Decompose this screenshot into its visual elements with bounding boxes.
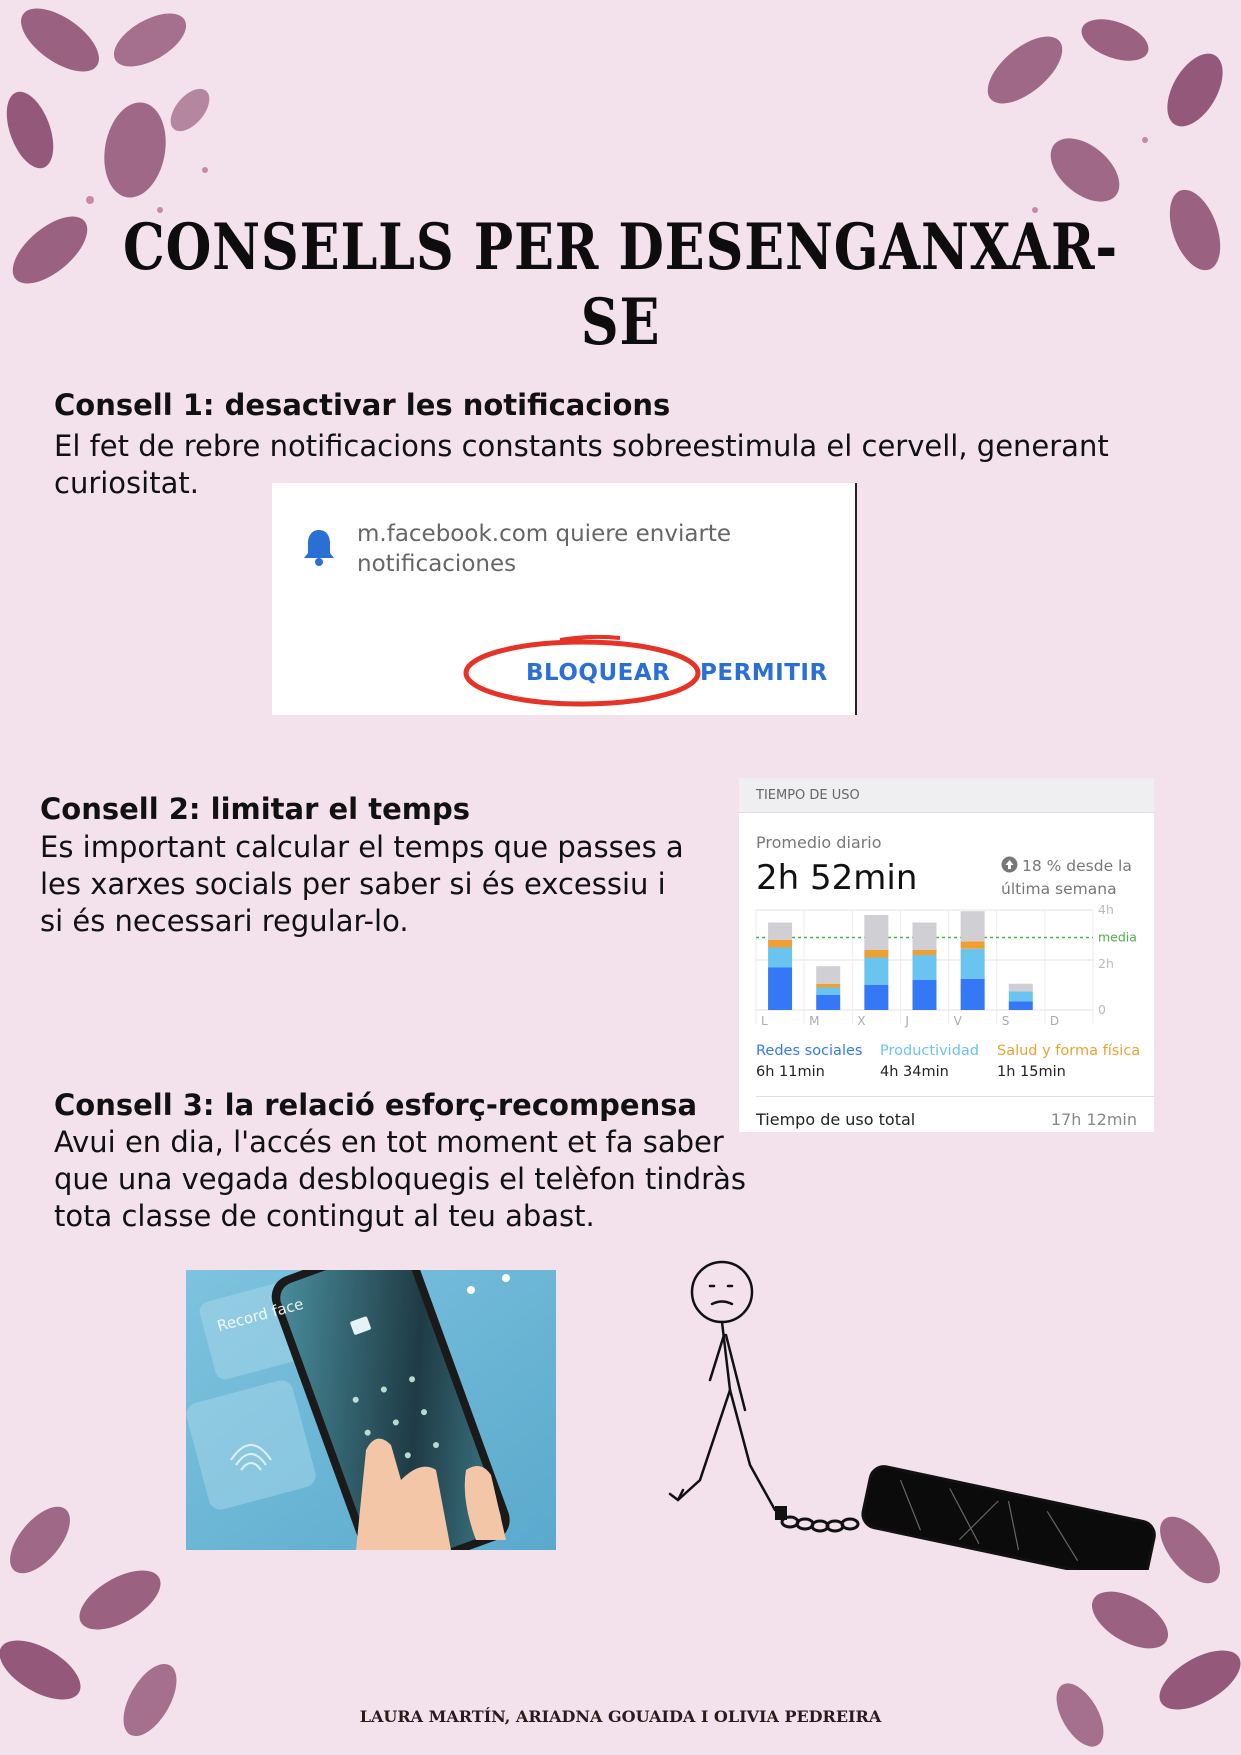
bar-segment-M	[816, 995, 840, 1010]
daily-average-value: 2h 52min	[756, 858, 918, 898]
x-tick-label: X	[857, 1014, 866, 1028]
bar-segment-V	[961, 911, 985, 941]
bar-segment-S	[1009, 1001, 1033, 1010]
y-tick-label: 4h	[1098, 902, 1114, 917]
x-tick-label: J	[905, 1014, 909, 1028]
daily-average-label: Promedio diario	[756, 833, 882, 852]
tip-3-line: tota classe de contingut al teu abast.	[54, 1199, 595, 1233]
bar-segment-V	[961, 941, 985, 949]
notification-message: m.facebook.com quiere enviarte notificaciones	[357, 521, 732, 577]
phone-unlock-photo	[186, 1270, 556, 1550]
x-tick-label: M	[809, 1014, 820, 1028]
tip-2-line: Es important calcular el temps que passes a	[40, 830, 684, 864]
tip-2-heading: Consell 2: limitar el temps	[40, 792, 470, 826]
y-tick-label: 0	[1098, 1002, 1106, 1017]
x-tick-label: S	[1001, 1014, 1010, 1028]
page-title: CONSELLS PER DESENGANXAR-SE	[122, 210, 1119, 360]
y-tick-label: 2h	[1098, 956, 1114, 971]
bar-segment-X	[864, 950, 888, 958]
bar-segment-V	[961, 949, 985, 979]
x-tick-label: V	[953, 1014, 962, 1028]
bar-segment-X	[864, 985, 888, 1010]
bar-segment-L	[768, 940, 792, 948]
x-tick-label: L	[761, 1014, 768, 1028]
legend-productivity-label: Productividad	[880, 1043, 979, 1059]
legend-social-value: 6h 11min	[756, 1064, 825, 1080]
bar-segment-J	[913, 923, 937, 951]
bar-segment-M	[816, 966, 840, 984]
total-usage-value: 17h 12min	[1050, 1110, 1137, 1129]
legend-health-value: 1h 15min	[997, 1064, 1066, 1080]
bar-segment-V	[961, 979, 985, 1010]
legend-health-label: Salud y forma física	[997, 1043, 1141, 1059]
bar-segment-M	[816, 984, 840, 988]
bar-segment-X	[864, 958, 888, 986]
tip-3-body	[54, 1124, 746, 1235]
legend-social-label: Redes sociales	[756, 1043, 863, 1059]
x-tick-label: D	[1049, 1014, 1060, 1028]
tip-3-heading: Consell 3: la relació esforç-recompensa	[54, 1088, 698, 1122]
tip-3-line: Avui en dia, l'accés en tot moment et fa saber	[54, 1125, 724, 1159]
block-button[interactable]: BLOQUEAR	[526, 660, 671, 686]
bar-segment-J	[913, 950, 937, 955]
bar-segment-S	[1009, 991, 1033, 1001]
notification-permission-dialog	[272, 483, 857, 715]
bar-segment-L	[768, 968, 792, 1011]
tip-2-line: si és necessari regular-lo.	[40, 904, 409, 938]
tip-1-line: curiositat.	[54, 466, 199, 500]
y-tick-label: media	[1098, 929, 1137, 945]
screen-time-card	[739, 778, 1154, 1132]
total-usage-label: Tiempo de uso total	[756, 1110, 916, 1129]
tip-3-line: que una vegada desbloquegis el telèfon tindràs	[54, 1162, 746, 1196]
stick-figure-chained-phone-illustration	[660, 1250, 1160, 1570]
record-face-label: Record face	[215, 1294, 306, 1336]
change-text: 18 % desde la última semana	[1001, 857, 1132, 898]
tip-2-body	[40, 829, 684, 940]
screen-time-header: TIEMPO DE USO	[739, 778, 1154, 813]
bar-segment-X	[864, 915, 888, 950]
tip-2-line: les xarxes socials per saber si és excessiu i	[40, 867, 666, 901]
legend-productivity-value: 4h 34min	[880, 1064, 949, 1080]
authors-footer: LAURA MARTÍN, ARIADNA GOUAIDA I OLIVIA PEDREIRA	[359, 1707, 882, 1726]
tip-1-heading: Consell 1: desactivar les notificacions	[54, 388, 671, 422]
allow-button[interactable]: PERMITIR	[700, 660, 828, 686]
bar-segment-L	[768, 948, 792, 968]
bar-segment-J	[913, 980, 937, 1010]
divider	[756, 1096, 1154, 1097]
tip-1-line: El fet de rebre notificacions constants sobreestimula el cervell, generant	[54, 429, 1109, 463]
bell-icon	[302, 527, 336, 567]
bar-segment-M	[816, 988, 840, 996]
bar-segment-S	[1009, 984, 1033, 992]
usage-bar-chart	[739, 898, 1154, 1033]
bar-segment-J	[913, 955, 937, 980]
bar-segment-L	[768, 923, 792, 941]
